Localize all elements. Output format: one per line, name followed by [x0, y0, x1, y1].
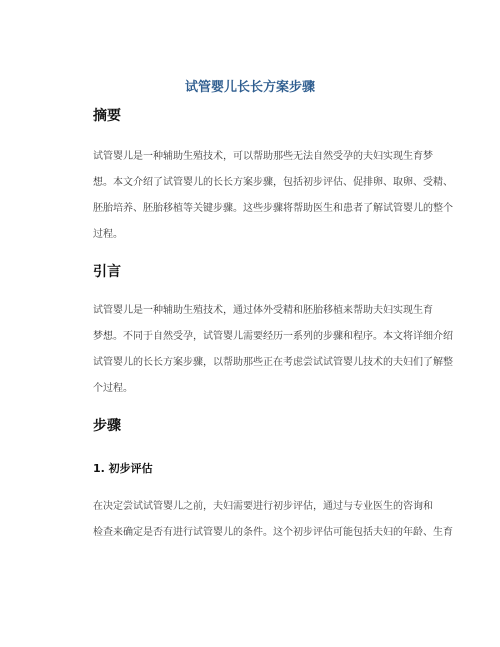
step1-heading: 1. 初步评估	[93, 462, 153, 475]
abstract-line: 胚胎培养、胚胎移植等关键步骤。这些步骤将帮助医生和患者了解试管婴儿的整个	[93, 203, 453, 214]
step1-line: 检查来确定是否有进行试管婴儿的条件。这个初步评估可能包括夫妇的年龄、生育	[93, 527, 453, 538]
intro-line: 试管婴儿的长长方案步骤，以帮助那些正在考虑尝试试管婴儿技术的夫妇们了解整	[93, 357, 453, 368]
step1-line: 在决定尝试试管婴儿之前，夫妇需要进行初步评估，通过与专业医生的咨询和	[93, 501, 433, 512]
abstract-line: 过程。	[93, 229, 123, 240]
abstract-paragraph	[93, 144, 453, 248]
abstract-line: 试管婴儿是一种辅助生殖技术，可以帮助那些无法自然受孕的夫妇实现生育梦	[93, 151, 433, 162]
document-title: 试管婴儿长长方案步骤	[184, 80, 315, 95]
intro-line: 梦想。不同于自然受孕，试管婴儿需要经历一系列的步骤和程序。本文将详细介绍	[93, 331, 453, 342]
intro-paragraph	[93, 298, 453, 402]
step1-paragraph	[93, 494, 453, 546]
abstract-line: 想。本文介绍了试管婴儿的长长方案步骤，包括初步评估、促排卵、取卵、受精、	[93, 177, 453, 188]
intro-line: 试管婴儿是一种辅助生殖技术，通过体外受精和胚胎移植来帮助夫妇实现生育	[93, 305, 433, 316]
abstract-heading: 摘要	[93, 108, 121, 124]
steps-heading: 步骤	[93, 418, 121, 434]
intro-heading: 引言	[93, 264, 121, 280]
intro-line: 个过程。	[93, 383, 133, 394]
